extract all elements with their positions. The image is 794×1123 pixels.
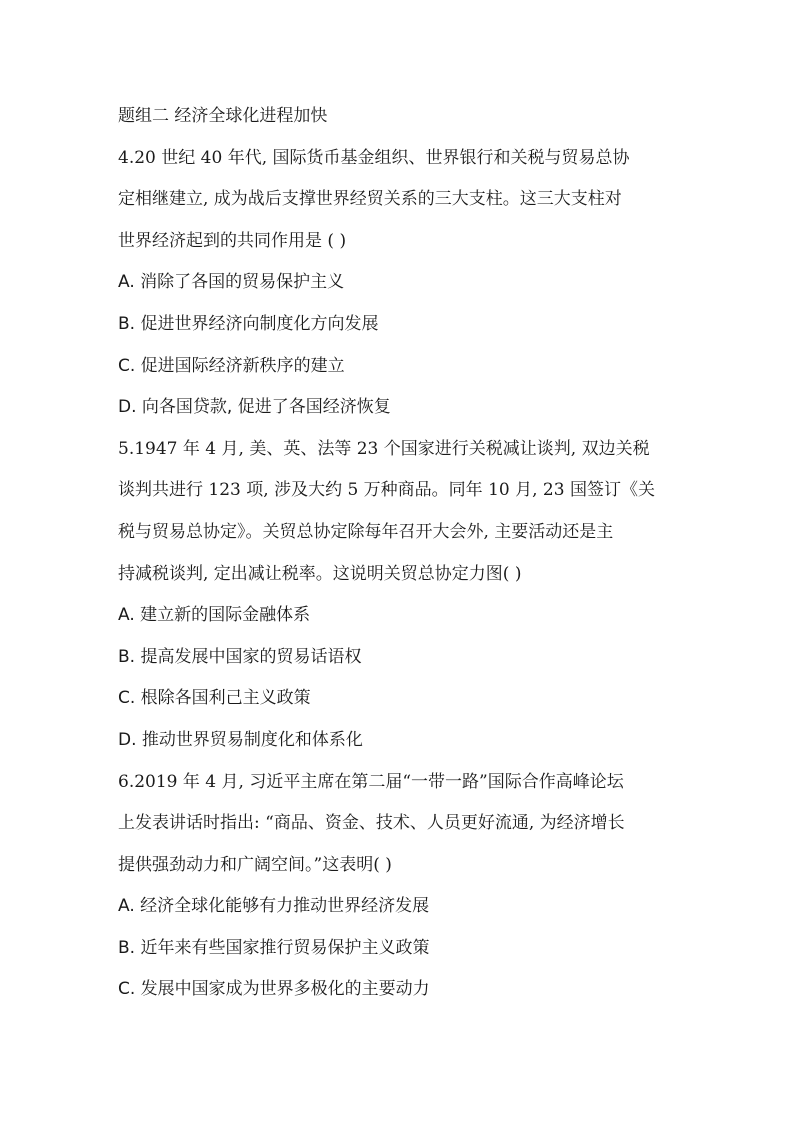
question-5 bbox=[118, 429, 698, 762]
question-6-option-b: B. 近年来有些国家推行贸易保护主义政策 bbox=[118, 937, 430, 958]
question-4-line-1: 4.20 世纪 40 年代, 国际货币基金组织、世界银行和关税与贸易总协 bbox=[118, 147, 630, 168]
question-5-line-3: 税与贸易总协定》。关贸总协定除每年召开大会外, 主要活动还是主 bbox=[118, 521, 614, 542]
question-5-line-4: 持减税谈判, 定出减让税率。这说明关贸总协定力图( ) bbox=[118, 563, 522, 584]
question-4-option-b: B. 促进世界经济向制度化方向发展 bbox=[118, 313, 379, 334]
question-5-option-c: C. 根除各国利己主义政策 bbox=[118, 688, 311, 709]
question-6-line-2: 上发表讲话时指出: “商品、资金、技术、人员更好流通, 为经济增长 bbox=[118, 813, 625, 834]
question-4-option-c: C. 促进国际经济新秩序的建立 bbox=[118, 355, 345, 376]
document-page bbox=[118, 96, 698, 1011]
question-6-line-3: 提供强劲动力和广阔空间。”这表明( ) bbox=[118, 854, 392, 875]
question-4-line-2: 定相继建立, 成为战后支撑世界经贸关系的三大支柱。这三大支柱对 bbox=[118, 189, 622, 210]
question-5-option-b: B. 提高发展中国家的贸易话语权 bbox=[118, 646, 362, 667]
question-5-line-1: 5.1947 年 4 月, 美、英、法等 23 个国家进行关税减让谈判, 双边关税 bbox=[118, 438, 650, 459]
question-4-line-3: 世界经济起到的共同作用是 ( ) bbox=[118, 230, 347, 251]
section-title: 题组二 经济全球化进程加快 bbox=[118, 106, 328, 126]
question-4 bbox=[118, 138, 698, 429]
question-6-option-a: A. 经济全球化能够有力推动世界经济发展 bbox=[118, 896, 430, 917]
question-4-option-d: D. 向各国贷款, 促进了各国经济恢复 bbox=[118, 397, 391, 418]
question-6-option-c: C. 发展中国家成为世界多极化的主要动力 bbox=[118, 979, 430, 1000]
question-5-line-2: 谈判共进行 123 项, 涉及大约 5 万种商品。同年 10 月, 23 国签订《关 bbox=[118, 480, 655, 501]
question-6 bbox=[118, 762, 698, 1012]
question-6-line-1: 6.2019 年 4 月, 习近平主席在第二届“一带一路”国际合作高峰论坛 bbox=[118, 771, 624, 792]
question-5-option-a: A. 建立新的国际金融体系 bbox=[118, 605, 311, 626]
question-5-option-d: D. 推动世界贸易制度化和体系化 bbox=[118, 729, 363, 750]
question-4-option-a: A. 消除了各国的贸易保护主义 bbox=[118, 272, 345, 293]
